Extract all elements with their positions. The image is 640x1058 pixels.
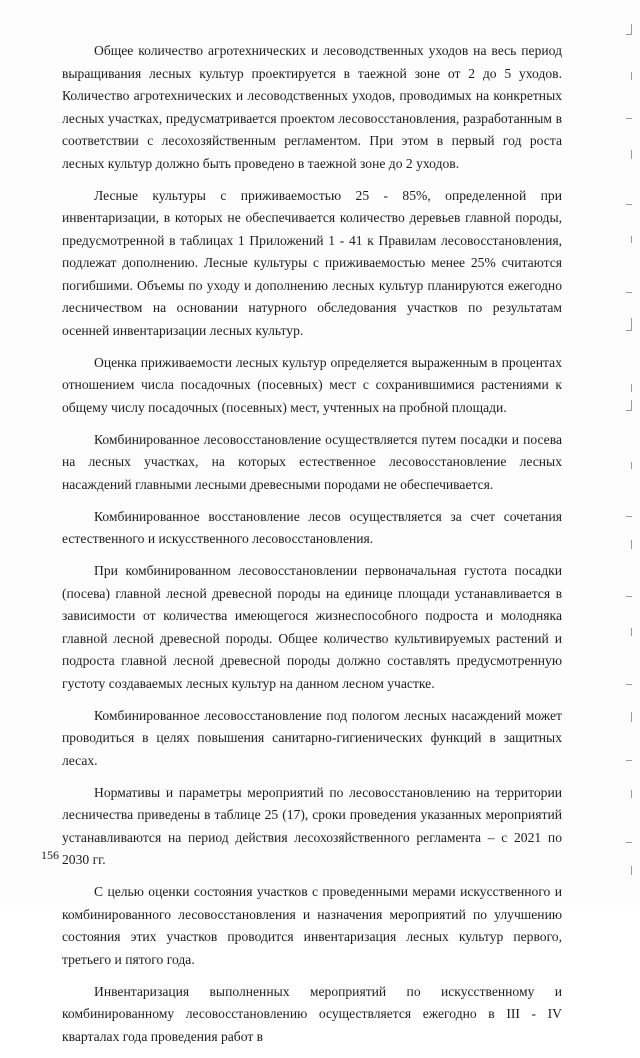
margin-mark [626, 204, 632, 205]
margin-mark [631, 236, 632, 243]
margin-mark [631, 400, 632, 410]
paragraph: Оценка приживаемости лесных культур определяется выраженным в процентах отношением числа посадочных (посевных) мест с сохранившимися растениями к общему числу посадочных (посевных) мест, учтенных на пробной площади. [62, 354, 562, 415]
paragraph: Комбинированное восстановление лесов осуществляется за счет сочетания естественного и искусственного лесовосстановления. [62, 508, 562, 546]
paragraph: Лесные культуры с приживаемостью 25 - 85%, определенной при инвентаризации, в которых не обеспечивается количество деревьев главной породы, предусмотренной в таблицах 1 Приложений 1 - 41 к Правилам лесовосстановления, подлежат дополнению. Лесные культуры с приживаемостью менее 25% считаются погибшими. Объемы по уходу и дополнению лесных культур планируются ежегодно лесничеством на основании натурного обследования участков по результатам осенней инвентаризации лесных культур. [62, 187, 562, 338]
paragraph: Общее количество агротехнических и лесоводственных уходов на весь период выращивания лесных культур проектируется в таежной зоне от 2 до 5 уходов. Количество агротехнических и лесоводственных уходов, проводимых на конкретных лесных участках, предусматривается проектом лесовосстановления, разработанным в соответствии с лесохозяйственным регламентом. При этом в первый год роста лесных культур должно быть проведено в таежной зоне до 2 уходов. [62, 43, 562, 171]
margin-mark [626, 596, 632, 597]
margin-mark [626, 684, 632, 685]
margin-mark [626, 292, 632, 293]
margin-mark [631, 72, 632, 80]
margin-mark [631, 712, 632, 722]
paragraph: Нормативы и параметры мероприятий по лесовосстановлению на территории лесничества приведены в таблице 25 (17), сроки проведения указанных мероприятий устанавливаются на период действия лесохозяйственного регламента – с 2021 по 2030 гг. [62, 784, 562, 867]
margin-mark [631, 462, 632, 469]
margin-mark [626, 330, 632, 331]
margin-mark [626, 516, 632, 517]
paragraph: При комбинированном лесовосстановлении первоначальная густота посадки (посева) главной лесной древесной породы на единице площади устанавливается в зависимости от количества имеющегося жизнеспособного подроста и молодняка главной лесной древесной породы. Общее количество культивируемых растений и подроста главной лесной древесной породы должно составлять предусмотренную густоту создаваемых лесных культур на данном лесном участке. [62, 563, 562, 691]
binding-margin-marks [616, 0, 640, 905]
paragraph: Комбинированное лесовосстановление осуществляется путем посадки и посева на лесных участках, на которых естественное лесовосстановление лесных насаждений главными лесными древесными породами не обеспечивается. [62, 431, 562, 492]
margin-mark [626, 760, 632, 761]
paragraph: Комбинированное лесовосстановление под пологом лесных насаждений может проводиться в целях повышения санитарно-гигиенических функций в защитных лесах. [62, 707, 562, 768]
margin-mark [631, 866, 632, 875]
margin-mark [631, 24, 632, 34]
margin-mark [626, 410, 632, 411]
page-number: 156 [41, 848, 59, 862]
margin-mark [631, 384, 632, 392]
paragraph: С целью оценки состояния участков с проведенными мерами искусственного и комбинированного лесовосстановления и назначения мероприятий по улучшению состояния этих участков проводится инвентаризация лесных культур первого, третьего и пятого года. [62, 884, 562, 967]
margin-mark [626, 842, 632, 843]
margin-mark [631, 318, 632, 330]
margin-mark [626, 118, 632, 119]
margin-mark [631, 540, 632, 549]
margin-mark [631, 150, 632, 159]
paragraph: Инвентаризация выполненных мероприятий по искусственному и комбинированному лесовосстановлению осуществляется ежегодно в III - IV кварталах года проведения работ в [62, 983, 562, 1044]
margin-mark [631, 790, 632, 798]
margin-mark [626, 34, 632, 35]
margin-mark [631, 628, 632, 636]
